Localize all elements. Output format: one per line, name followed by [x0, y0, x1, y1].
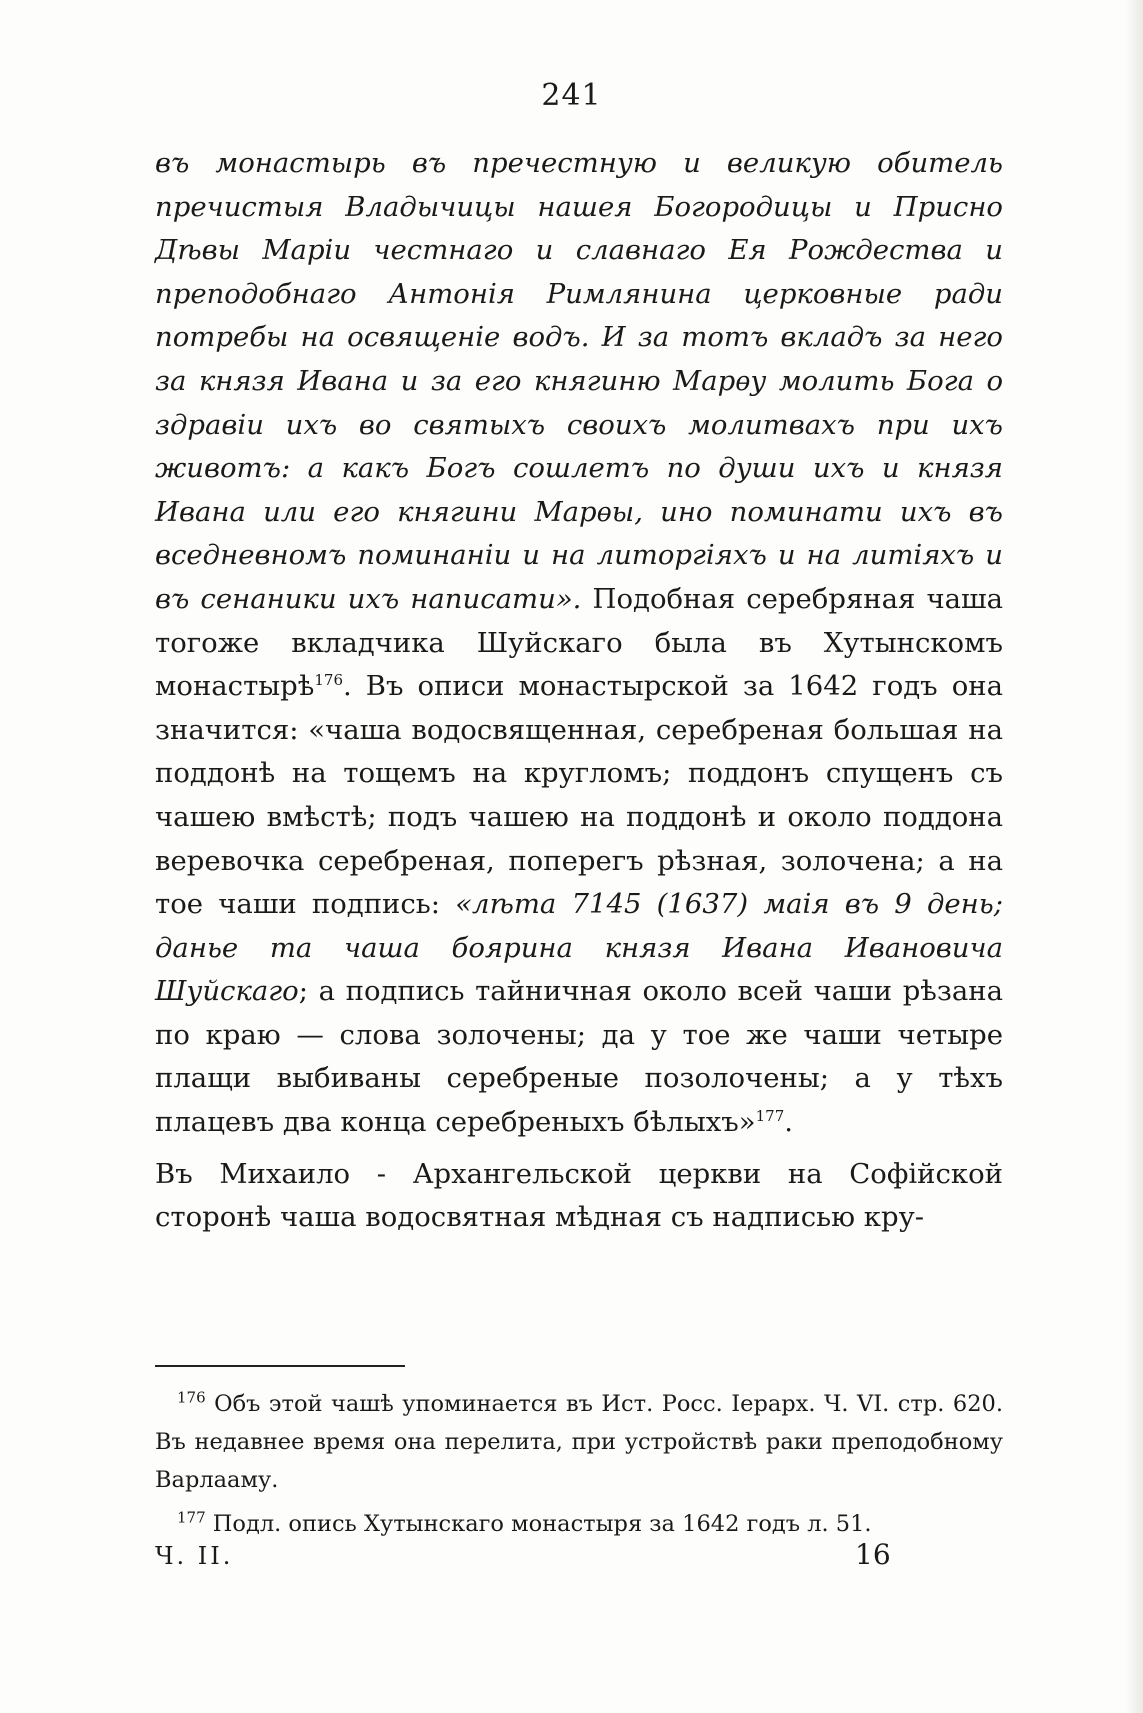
italic-quote-1: въ монастырь въ пречестную и великую обитель пречистыя Владычицы нашея Богородицы и Присно Дѣвы Маріи честнаго и славнаго Ея Рождества и преподобнаго Антонія Римлянина церковные ради потребы на освященіе водъ. И за тотъ вкладъ за него за князя Ивана и за его княгиню Марѳу молить Бога о здравіи ихъ во святыхъ своихъ молитвахъ при ихъ животъ: а какъ Богъ сошлетъ по души ихъ и князя Ивана или его княгини Марѳы, ино поминати ихъ въ вседневномъ поминаніи и на литоргіяхъ и на литіяхъ и въ сенаники ихъ написати». [155, 147, 1003, 615]
page-number: 241 [541, 78, 602, 113]
text-segment-2: . Въ описи монастырской за 1642 годъ она значится: «чаша водосвященная, серебреная большая на поддонѣ на тощемъ на кругломъ; поддонъ спущенъ съ чашею вмѣстѣ; подъ чашею на поддонѣ и около поддона веревочка серебреная, поперегъ рѣзная, золочена; а на тое чаши подпись: [155, 670, 1003, 921]
italic-quote-2: «лѣта 7145 (1637) маія въ 9 день; данье та чаша боярина князя Ивана Ивановича Шуйскаго [155, 888, 1003, 1008]
sheet-number: 16 [855, 1538, 891, 1571]
footnote-separator [155, 1365, 405, 1367]
page-edge-shadow [1125, 0, 1143, 1713]
footnote-text: Объ этой чашѣ упоминается въ Ист. Росс. Іерарх. Ч. VI. стр. 620. Въ недавнее время она перелита, при устройствѣ раки преподобному Варлааму. [155, 1391, 1003, 1493]
text-segment-4: . [784, 1106, 793, 1139]
main-text [155, 142, 1003, 1240]
footnote-ref-176: 176 [314, 670, 344, 689]
text-segment-3: ; а подпись тайничная около всей чаши рѣзана по краю — слова золочены; да у тое же чаши четыре плащи выбиваны серебреные позолочены; а у тѣхъ плацевъ два конца серебреныхъ бѣлыхъ» [155, 975, 1003, 1139]
footnote-marker: 176 [177, 1388, 206, 1407]
signature-mark: Ч. II. [155, 1542, 234, 1570]
footnote-176 [155, 1385, 1003, 1499]
footnote-ref-177: 177 [755, 1106, 785, 1125]
text-segment-1: Подобная серебряная чаша тогоже вкладчика Шуйскаго была въ Хутынскомъ монастырѣ [155, 582, 1003, 703]
footnotes [155, 1385, 1003, 1543]
footnote-text: Подл. опись Хутынскаго монастыря за 1642 годъ л. 51. [205, 1511, 872, 1537]
paragraph-2: Въ Михаило - Архангельской церкви на Софійской сторонѣ чаша водосвятная мѣдная съ надписью кру- [155, 1157, 1003, 1234]
paragraph-1 [155, 142, 1003, 1145]
footnote-marker: 177 [177, 1508, 206, 1527]
